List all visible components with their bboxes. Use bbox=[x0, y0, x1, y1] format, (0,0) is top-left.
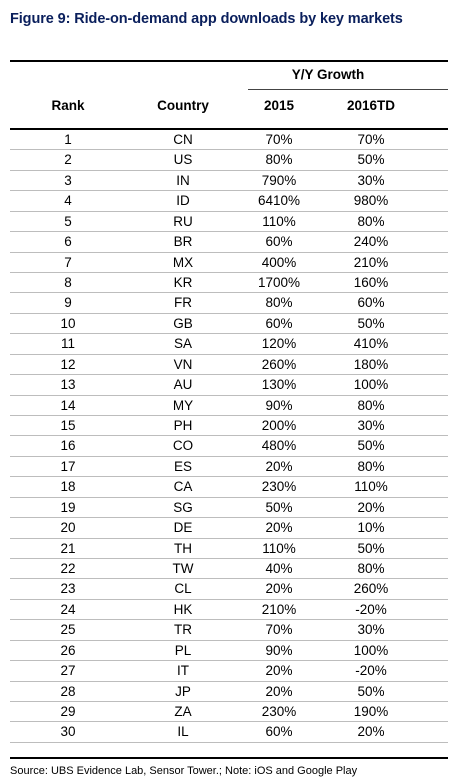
cell-rank: 9 bbox=[64, 295, 72, 311]
cell-2015: 60% bbox=[265, 234, 293, 250]
cell-2015: 260% bbox=[261, 356, 297, 372]
cell-rank: 20 bbox=[60, 520, 76, 536]
table-row bbox=[10, 212, 448, 232]
cell-2015: 90% bbox=[265, 642, 293, 658]
cell-country: IT bbox=[177, 663, 189, 679]
cell-2015: 70% bbox=[265, 622, 293, 638]
cell-2015: 210% bbox=[261, 601, 297, 617]
cell-2016td: 20% bbox=[357, 724, 385, 740]
cell-2015: 480% bbox=[261, 438, 297, 454]
cell-rank: 15 bbox=[60, 418, 76, 434]
cell-2015: 130% bbox=[261, 377, 297, 393]
cell-rank: 19 bbox=[60, 499, 76, 515]
cell-rank: 25 bbox=[60, 622, 76, 638]
cell-2015: 60% bbox=[265, 315, 293, 331]
cell-country: GB bbox=[173, 315, 193, 331]
table-row bbox=[10, 498, 448, 518]
top-rule bbox=[10, 60, 448, 62]
table-row bbox=[10, 457, 448, 477]
cell-country: MY bbox=[172, 397, 194, 413]
cell-country: SA bbox=[173, 336, 192, 352]
table-row bbox=[10, 314, 448, 334]
cell-country: HK bbox=[173, 601, 193, 617]
table-row bbox=[10, 682, 448, 702]
cell-country: PH bbox=[173, 418, 193, 434]
cell-country: PL bbox=[174, 642, 192, 658]
cell-2015: 80% bbox=[265, 295, 293, 311]
cell-rank: 17 bbox=[60, 458, 76, 474]
cell-2016td: 80% bbox=[357, 213, 385, 229]
cell-2015: 20% bbox=[265, 683, 293, 699]
table-row bbox=[10, 600, 448, 620]
cell-2016td: 160% bbox=[353, 275, 389, 290]
table-row bbox=[10, 130, 448, 150]
cell-2015: 230% bbox=[261, 479, 297, 495]
cell-2015: 20% bbox=[265, 663, 293, 679]
cell-country: TW bbox=[172, 561, 194, 577]
figure-title: Figure 9: Ride-on-demand app downloads by key markets bbox=[10, 11, 403, 27]
cell-country: DE bbox=[173, 520, 193, 536]
cell-2016td: 30% bbox=[357, 622, 385, 638]
table-row bbox=[10, 416, 448, 436]
cell-2016td: 410% bbox=[353, 336, 389, 352]
cell-rank: 12 bbox=[60, 356, 76, 372]
cell-country: BR bbox=[173, 234, 193, 250]
cell-2015: 230% bbox=[261, 704, 297, 720]
cell-2015: 80% bbox=[265, 152, 293, 168]
cell-country: IL bbox=[177, 724, 189, 740]
cell-country: MX bbox=[172, 254, 194, 270]
table-row bbox=[10, 477, 448, 497]
cell-2015: 20% bbox=[265, 458, 293, 474]
cell-rank: 11 bbox=[60, 336, 75, 352]
cell-2016td: 30% bbox=[357, 172, 385, 188]
cell-country: ID bbox=[176, 193, 190, 209]
cell-country: TR bbox=[174, 622, 192, 638]
table-row bbox=[10, 171, 448, 191]
table-row bbox=[10, 539, 448, 559]
header-group-yy-growth: Y/Y Growth bbox=[291, 67, 365, 82]
cell-country: SG bbox=[173, 499, 193, 515]
table-row bbox=[10, 150, 448, 170]
cell-2016td: 980% bbox=[353, 193, 389, 209]
cell-country: CL bbox=[174, 581, 192, 597]
cell-rank: 26 bbox=[60, 642, 76, 658]
cell-rank: 14 bbox=[60, 397, 76, 413]
cell-2016td: 60% bbox=[357, 295, 385, 311]
cell-rank: 5 bbox=[64, 213, 72, 229]
cell-2015: 200% bbox=[261, 418, 297, 434]
cell-2016td: -20% bbox=[355, 663, 387, 679]
cell-rank: 8 bbox=[64, 275, 72, 290]
cell-rank: 1 bbox=[64, 132, 72, 147]
table-row bbox=[10, 661, 448, 681]
cell-country: JP bbox=[175, 683, 191, 699]
table-row bbox=[10, 436, 448, 456]
cell-country: FR bbox=[174, 295, 192, 311]
cell-2015: 60% bbox=[265, 724, 293, 740]
group-underline bbox=[248, 89, 448, 90]
cell-2016td: 80% bbox=[357, 561, 385, 577]
cell-country: CO bbox=[172, 438, 194, 454]
table-row bbox=[10, 579, 448, 599]
cell-2015: 40% bbox=[265, 561, 293, 577]
cell-2015: 20% bbox=[265, 520, 293, 536]
cell-rank: 21 bbox=[60, 540, 76, 556]
header-rank: Rank bbox=[51, 98, 85, 113]
cell-rank: 23 bbox=[60, 581, 76, 597]
cell-country: IN bbox=[176, 172, 190, 188]
cell-2016td: 100% bbox=[353, 642, 389, 658]
cell-rank: 10 bbox=[60, 315, 76, 331]
cell-rank: 24 bbox=[60, 601, 76, 617]
cell-2015: 6410% bbox=[257, 193, 301, 209]
cell-rank: 30 bbox=[60, 724, 76, 740]
cell-country: AU bbox=[173, 377, 193, 393]
table-row bbox=[10, 355, 448, 375]
cell-2016td: 50% bbox=[357, 438, 385, 454]
cell-2016td: 50% bbox=[357, 683, 385, 699]
cell-2015: 400% bbox=[261, 254, 297, 270]
cell-2016td: 30% bbox=[357, 418, 385, 434]
cell-rank: 28 bbox=[60, 683, 76, 699]
table-row bbox=[10, 191, 448, 211]
header-country: Country bbox=[157, 98, 209, 113]
cell-rank: 4 bbox=[64, 193, 72, 209]
table-row bbox=[10, 722, 448, 742]
table-row bbox=[10, 396, 448, 416]
cell-country: CN bbox=[173, 132, 193, 147]
cell-rank: 27 bbox=[60, 663, 76, 679]
header-2015: 2015 bbox=[263, 98, 295, 113]
cell-rank: 7 bbox=[64, 254, 72, 270]
table-row bbox=[10, 334, 448, 354]
table-row bbox=[10, 518, 448, 538]
table-row bbox=[10, 641, 448, 661]
cell-rank: 22 bbox=[60, 561, 76, 577]
cell-2016td: 260% bbox=[353, 581, 389, 597]
cell-rank: 29 bbox=[60, 704, 76, 720]
table-row bbox=[10, 620, 448, 640]
cell-2016td: 50% bbox=[357, 540, 385, 556]
table-row bbox=[10, 559, 448, 579]
cell-2016td: 190% bbox=[353, 704, 389, 720]
cell-2015: 50% bbox=[265, 499, 293, 515]
cell-2016td: 80% bbox=[357, 397, 385, 413]
cell-rank: 2 bbox=[64, 152, 72, 168]
bottom-rule bbox=[10, 757, 448, 759]
cell-2016td: 20% bbox=[357, 499, 385, 515]
cell-2015: 790% bbox=[261, 172, 297, 188]
cell-2015: 90% bbox=[265, 397, 293, 413]
cell-rank: 13 bbox=[60, 377, 76, 393]
cell-rank: 16 bbox=[60, 438, 76, 454]
cell-country: ZA bbox=[174, 704, 192, 720]
cell-country: RU bbox=[173, 213, 193, 229]
cell-2015: 120% bbox=[261, 336, 297, 352]
cell-2016td: 210% bbox=[353, 254, 389, 270]
cell-country: KR bbox=[173, 275, 193, 290]
cell-2016td: 50% bbox=[357, 152, 385, 168]
cell-rank: 18 bbox=[60, 479, 76, 495]
table-row bbox=[10, 702, 448, 722]
cell-country: VN bbox=[173, 356, 193, 372]
table-row bbox=[10, 253, 448, 273]
source-note: Source: UBS Evidence Lab, Sensor Tower.; Note: iOS and Google Play bbox=[10, 765, 358, 777]
cell-country: ES bbox=[173, 458, 192, 474]
table-row bbox=[10, 293, 448, 313]
table-row bbox=[10, 232, 448, 252]
cell-country: TH bbox=[174, 540, 192, 556]
cell-2015: 20% bbox=[265, 581, 293, 597]
table-row bbox=[10, 375, 448, 395]
cell-country: CA bbox=[173, 479, 193, 495]
cell-rank: 3 bbox=[64, 172, 72, 188]
cell-2016td: 100% bbox=[353, 377, 389, 393]
cell-2016td: 240% bbox=[353, 234, 389, 250]
cell-2016td: 50% bbox=[357, 315, 385, 331]
cell-2016td: 110% bbox=[354, 479, 388, 495]
cell-rank: 6 bbox=[64, 234, 72, 250]
cell-2015: 110% bbox=[262, 213, 296, 229]
table-row bbox=[10, 273, 448, 293]
cell-2015: 70% bbox=[265, 132, 293, 147]
cell-2016td: 70% bbox=[357, 132, 385, 147]
cell-country: US bbox=[173, 152, 193, 168]
cell-2015: 110% bbox=[262, 540, 296, 556]
cell-2016td: 10% bbox=[357, 520, 385, 536]
cell-2015: 1700% bbox=[257, 275, 301, 290]
cell-2016td: 80% bbox=[357, 458, 385, 474]
header-2016td: 2016TD bbox=[346, 98, 396, 113]
cell-2016td: -20% bbox=[355, 601, 387, 617]
cell-2016td: 180% bbox=[353, 356, 389, 372]
